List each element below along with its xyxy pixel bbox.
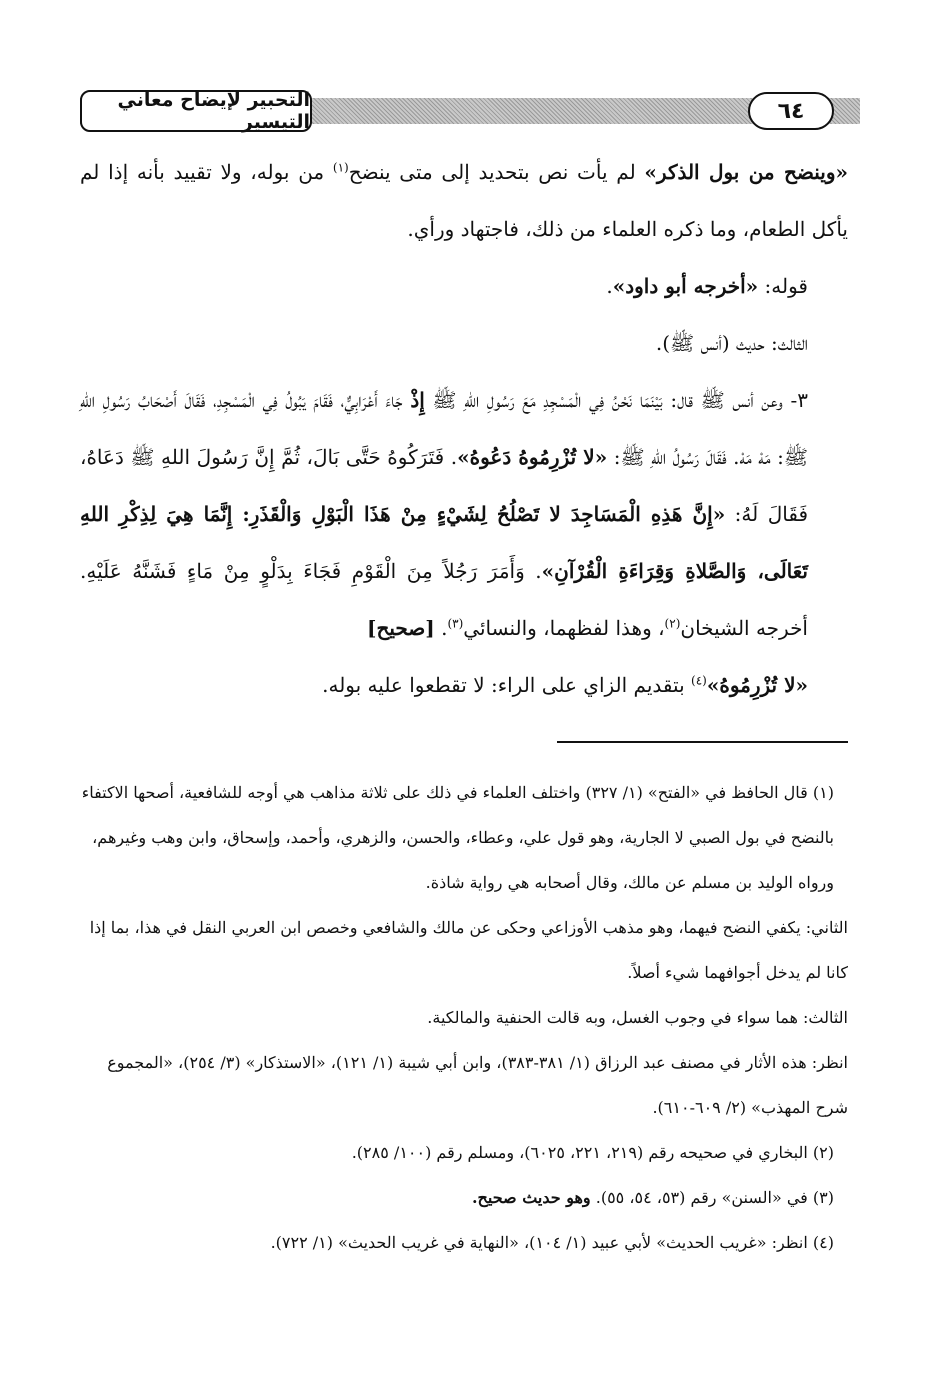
text-run: ، وهذا لفظهما، والنسائي [463, 616, 665, 640]
paragraph-third-hadith-title: الثالث: حديث (أنس ﷺ). [655, 331, 808, 355]
footnote-ref-4[interactable]: (٤) [691, 673, 707, 688]
text-run: بتقديم الزاي على الراء: لا تقطعوا عليه بوله. [322, 673, 692, 697]
text-run: من بوله، ولا تقييد بأنه إذا لم يأكل الطعام، وما ذكره العلماء من ذلك، فاجتهاد ورأي. [80, 160, 848, 241]
footnote-1-references: انظر: هذه الأثار في مصنف عبد الرزاق (١/ ٣٨١-٣٨٣)، وابن أبي شيبة (١/ ١٢١)، «الاستذكار» (٣/ ٢٥٤)، «المجموع شرح المهذب» (٢/ ٦٠٩-٦١٠). [107, 1053, 848, 1117]
hadith-grade: [صحيح] [366, 616, 435, 640]
footnote-1-opinion-2: الثاني: يكفي النضح فيهما، وهو مذهب الأوزاعي وحكى عن مالك والشافعي وخصص ابن العربي النقل في هذا، بما إذا كانا لم يدخل أجوافهما شيء أصلاً. [89, 918, 848, 982]
text-run: (٣) في «السنن» رقم (٥٣، ٥٤، ٥٥). [590, 1188, 834, 1207]
prophet-quote: «لا تُزْرِمُوهُ دَعُوهُ» [457, 445, 608, 469]
running-header [80, 90, 860, 140]
text-run: قوله: [758, 274, 808, 298]
text-run: . وَأَمَرَ رَجُلاً مِنَ الْقَوْمِ فَجَاءَ بِدَلْوٍ مِنْ مَاءٍ فَشَنَّهُ عَلَيْهِ. أخرجه الشيخان [80, 559, 808, 640]
quoted-phrase: «وينضح من بول الذكر» [644, 160, 848, 184]
text-run: جَاءَ أَعْرَابِيٌّ، فَقَامَ يَبُولُ فِي الْمَسْجِدِ، فَقَالَ أَصْحَابُ رَسُولِ اللهِ ﷺ: مَهْ مَهْ. فَقَالَ رَسُولُ اللهِ ﷺ: [80, 388, 808, 469]
text-run: . [434, 616, 448, 640]
bold-run: إِذْ [410, 388, 425, 412]
footnote-1: (١) قال الحافظ في «الفتح» (١/ ٣٢٧) واختلف العلماء في ذلك على ثلاثة مذاهب هي أوجه للشافعية، أصحها الاكتفاء بالنضح في بول الصبي لا الجارية، وهو قول علي، وعطاء، والحسن، والزهري، وأحمد، وإسحاق، وابن وهب وغيرهم، ورواه الوليد بن مسلم عن مالك، وقال أصحابه هي رواية شاذة. [81, 783, 834, 892]
text-run: . فَتَرَكُوهُ حَتَّى بَالَ، ثُمَّ إِنَّ رَسُولَ اللهِ ﷺ دَعَاهُ، فَقَالَ لَهُ: [80, 445, 809, 526]
paragraph-takhrij [80, 258, 848, 315]
text-run: ٣- وعن أنس ﷺ قال: بَيْنَمَا نَحْنُ فِي الْمَسْجِدِ مَعَ رَسُولِ اللهِ ﷺ [424, 388, 808, 412]
text-run: لم يأت نص بتحديد إلى متى ينضح [348, 160, 645, 184]
quoted-phrase: «أخرجه أبو داود» [612, 274, 759, 298]
paragraph-nadh-explanation [80, 144, 848, 258]
page-number: ٦٤ [748, 92, 834, 130]
footnote-ref-3[interactable]: (٣) [447, 616, 464, 631]
grade-note: وهو حديث صحيح. [471, 1188, 591, 1207]
footnote-3 [80, 1175, 848, 1220]
footnotes [80, 770, 848, 1265]
text-run: . [606, 274, 613, 298]
footnote-ref-2[interactable]: (٢) [664, 616, 681, 631]
footnote-4: (٤) انظر: «غريب الحديث» لأبي عبيد (١/ ١٠٤)، «النهاية في غريب الحديث» (١/ ٧٢٢). [270, 1233, 834, 1252]
main-text [80, 144, 848, 714]
footnote-separator [557, 741, 848, 743]
footnote-1-opinion-3: الثالث: هما سواء في وجوب الغسل، وبه قالت الحنفية والمالكية. [427, 1008, 848, 1027]
paragraph-gloss [80, 657, 848, 714]
hadith-paragraph [80, 372, 848, 657]
footnote-ref-1[interactable]: (١) [332, 160, 349, 175]
prophet-quote: «إِنَّ هَذِهِ الْمَسَاجِدَ لا تَصْلُحُ لِشَيْءٍ مِنْ هَذَا الْبَوْلِ وَالْقَذَرِ: إِنَّمَا هِيَ لِذِكْرِ اللهِ تَعَالَى، وَالصَّلاةِ وَقِرَاءَةِ الْقُرْآنِ» [80, 502, 808, 583]
footnote-2: (٢) البخاري في صحيحه رقم (٢١٩، ٢٢١، ٦٠٢٥)، ومسلم رقم (١٠٠/ ٢٨٥). [351, 1143, 834, 1162]
quoted-phrase: «لا تُزْرِمُوهُ» [706, 673, 808, 697]
book-title: التحبير لإيضاح معاني التيسير [80, 90, 312, 132]
